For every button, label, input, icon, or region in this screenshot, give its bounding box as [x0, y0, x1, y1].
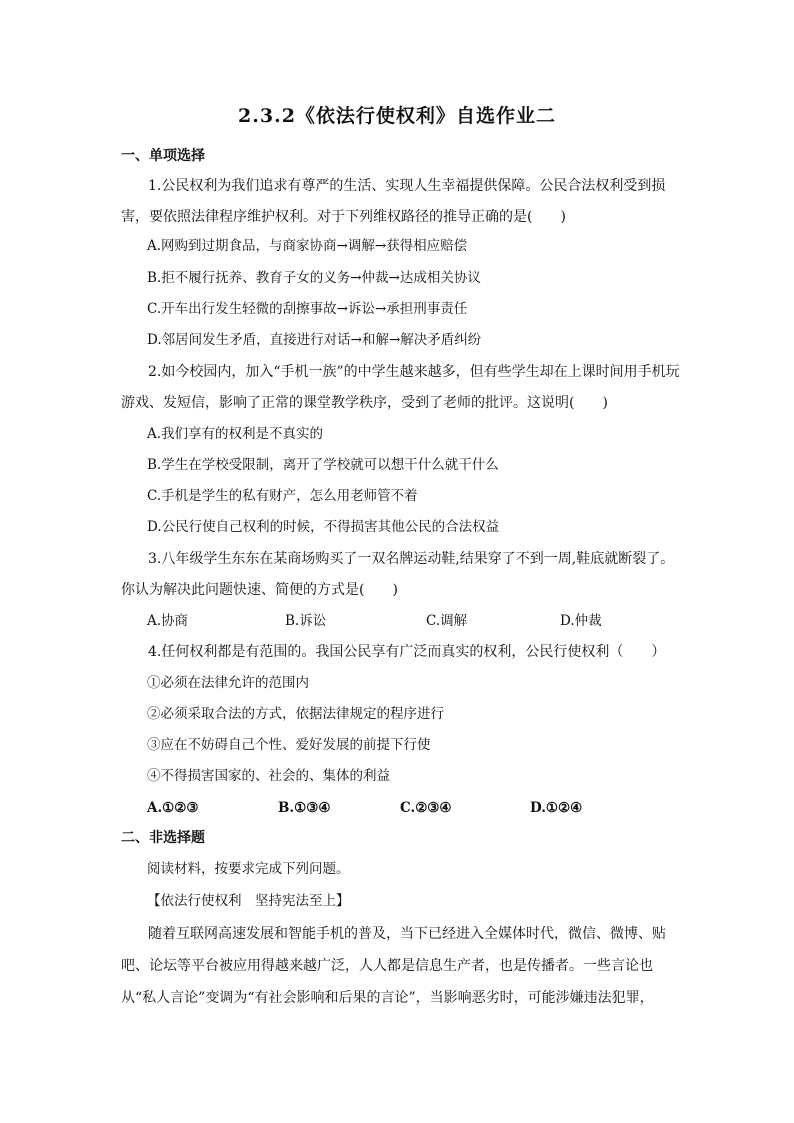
question-2-option-a: A.我们享有的权利是不真实的	[147, 426, 324, 442]
question-1-stem: 1.公民权利为我们追求有尊严的生活、实现人生幸福提供保障。公民合法权利受到损害，要依照法律程序维护权利。对于下列维权路径的推导正确的是( )	[121, 178, 666, 225]
question-4-statement-3: ③应在不妨碍自己个性、爱好发展的前提下行使	[147, 737, 431, 753]
question-2-option-c: C.手机是学生的私有财产，怎么用老师管不着	[147, 488, 418, 504]
question-4-option-b: B.①③④	[278, 800, 331, 816]
question-3-stem: 3.八年级学生东东在某商场购买了一双名牌运动鞋,结果穿了不到一周,鞋底就断裂了。你认为解决此问题快速、简便的方式是( )	[121, 551, 675, 598]
section-heading-non-choice: 二、非选择题	[121, 830, 205, 846]
question-4-statement-2: ②必须采取合法的方式，依据法律规定的程序进行	[147, 706, 444, 722]
material-title: 【依法行使权利 坚持宪法至上】	[147, 893, 350, 909]
question-1-option-c: C.开车出行发生轻微的刮擦事故→诉讼→承担刑事责任	[147, 301, 468, 317]
reading-instruction: 阅读材料，按要求完成下列问题。	[147, 861, 350, 877]
question-4-option-a: A.①②③	[147, 800, 199, 816]
section-heading-single-choice: 一、单项选择	[121, 148, 205, 164]
question-1-option-d: D.邻居间发生矛盾，直接进行对话→和解→解决矛盾纠纷	[147, 332, 482, 348]
question-4-statement-4: ④不得损害国家的、社会的、集体的利益	[147, 768, 390, 784]
document-title: 2.3.2《依法行使权利》自选作业二	[238, 105, 556, 127]
question-4-stem: 4.任何权利都是有范围的。我国公民享有广泛而真实的权利，公民行使权利（ ）	[148, 644, 666, 660]
question-3-option-c: C.调解	[426, 613, 468, 629]
question-1-option-b: B.拒不履行抚养、教育子女的义务→仲裁→达成相关协议	[147, 270, 481, 286]
question-3-option-b: B.诉讼	[285, 613, 327, 629]
question-2-option-b: B.学生在学校受限制，离开了学校就可以想干什么就干什么	[147, 457, 499, 473]
material-paragraph: 随着互联网高速发展和智能手机的普及，当下已经进入全媒体时代，微信、微博、贴吧、论坛等平台被应用得越来越广泛，人人都是信息生产者，也是传播者。一些言论也从“私人言论”变调为“有社会影响和后果的言论”，当影响恶劣时，可能涉嫌违法犯罪，	[121, 926, 666, 1006]
question-3-option-a: A.协商	[147, 613, 189, 629]
question-2-option-d: D.公民行使自己权利的时候，不得损害其他公民的合法权益	[147, 519, 500, 535]
question-1-option-a: A.网购到过期食品，与商家协商→调解→获得相应赔偿	[147, 238, 468, 254]
question-4-statement-1: ①必须在法律允许的范围内	[147, 675, 309, 691]
question-3-option-d: D.仲裁	[560, 613, 602, 629]
question-4-option-d: D.①②④	[530, 800, 583, 816]
question-4-option-c: C.②③④	[400, 800, 452, 816]
question-2-stem: 2.如今校园内，加入“手机一族”的中学生越来越多，但有些学生却在上课时间用手机玩游戏、发短信，影响了正常的课堂教学秩序，受到了老师的批评。这说明( )	[121, 364, 680, 411]
